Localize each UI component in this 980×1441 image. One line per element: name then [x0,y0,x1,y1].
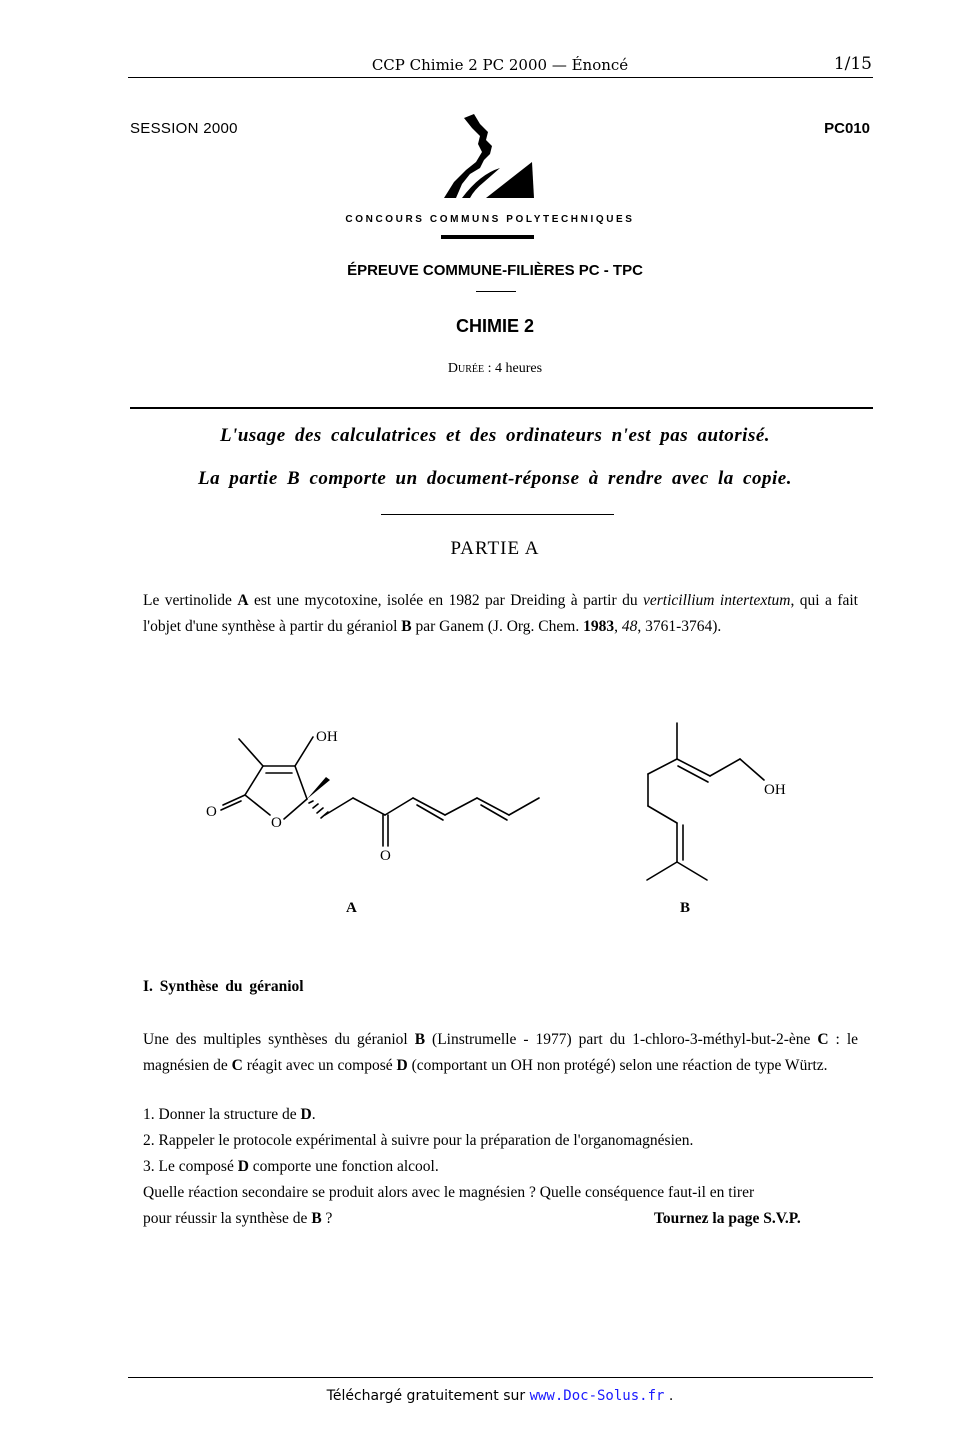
logo-underline [441,235,534,239]
running-header: CCP Chimie 2 PC 2000 — Énoncé [371,56,629,74]
s1-ref-C2: C [231,1057,243,1074]
compound-B-ref: B [401,618,412,635]
logo-triangle-shape [486,162,534,198]
structure-A-vertinolide [195,715,555,875]
q3-text: 3. Le composé [143,1158,238,1175]
citation-year: 1983 [583,618,615,635]
notice-calculators: L'usage des calculatrices et des ordinateurs n'est pas autorisé. [219,425,771,446]
logo-caption: CONCOURS COMMUNS POLYTECHNIQUES [345,214,635,225]
section-title: I. Synthèse du géraniol [143,978,304,995]
notice-bottom-rule [381,514,614,515]
part-title: PARTIE A [450,538,540,559]
notice-answer-sheet: La partie B comporte un document-réponse à rendre avec la copie. [198,468,792,489]
structure-A-label: A [346,900,357,916]
question-2: 2. Rappeler le protocole expérimental à suivre pour la préparation de l'organomagnésien. [143,1132,694,1149]
turn-page-note: Tournez la page S.V.P. [654,1210,801,1227]
A-lactone-oxygen: O [206,804,217,820]
question-1 [143,1106,316,1124]
title-separator [476,291,516,292]
intro-text-2: est une mycotoxine, isolée en 1982 par Dreiding à partir du [248,592,643,609]
A-oh-label: OH [316,729,338,745]
q3-ref-D: D [237,1158,249,1175]
footer-text: Téléchargé gratuitement sur [326,1388,530,1404]
session-label: SESSION 2000 [130,120,238,137]
s1-text-5: (comportant un OH non protégé) selon une réaction de type Würtz. [407,1057,828,1074]
notice-top-rule [130,407,873,409]
s1-ref-C: C [817,1031,829,1048]
s1-text-1: Une des multiples synthèses du géraniol [143,1031,415,1048]
duration [0,361,980,377]
q3-end: comporte une fonction alcool. [248,1158,439,1175]
intro-text-6: , 3761-3764). [637,618,722,635]
ccp-logo [440,112,550,212]
B-oh-label: OH [764,782,786,798]
species-name: verticillium intertextum [643,592,791,609]
exam-code: PC010 [824,120,870,137]
question-3-followup-end [143,1210,332,1228]
compound-A-ref: A [237,592,249,609]
question-3 [143,1158,439,1176]
A-ketone-oxygen: O [380,848,391,864]
page-number: 1/15 [833,54,872,74]
duration-value: : 4 heures [484,361,543,376]
intro-paragraph [143,588,858,640]
logo-face-profile-shape [444,114,492,198]
subject-title: CHIMIE 2 [455,316,534,336]
s1-text-3: : le magnésien de [143,1031,859,1074]
footer-end: . [664,1388,674,1404]
q1-text: 1. Donner la structure de [143,1106,301,1123]
s1-text-2: (Linstrumelle - 1977) part du 1-chloro-3-méthyl-but-2-ène [425,1031,818,1048]
intro-text-1: Le vertinolide [143,592,238,609]
citation-volume: 48 [621,618,638,635]
structure-B-geraniol [630,718,810,888]
structure-B-label: B [680,900,691,916]
question-3-followup: Quelle réaction secondaire se produit alors avec le magnésien ? Quelle conséquence faut-il en tirer [143,1184,755,1201]
q4-text: pour réussir la synthèse de [143,1210,312,1227]
intro-text-4: par Ganem (J. Org. Chem. [411,618,584,635]
q4-end: ? [321,1210,333,1227]
duration-label: Durée [447,361,485,376]
footer-rule [128,1377,873,1378]
exam-title: ÉPREUVE COMMUNE-FILIÈRES PC - TPC [347,262,643,279]
q1-end: . [311,1106,316,1123]
q4-ref-B: B [311,1210,322,1227]
s1-ref-D: D [396,1057,408,1074]
footer [0,1388,980,1404]
header-rule [128,77,873,78]
footer-link[interactable]: www.Doc-Solus.fr [529,1388,665,1404]
intro-text-3: , qui a fait l'objet d'une synthèse à partir du géraniol [143,592,858,635]
s1-ref-B: B [414,1031,426,1048]
s1-text-4: réagit avec un composé [242,1057,397,1074]
intro-text-5: , [614,618,622,635]
q1-ref-D: D [300,1106,312,1123]
A-ring-oxygen: O [271,815,282,831]
section-paragraph [143,1027,858,1079]
